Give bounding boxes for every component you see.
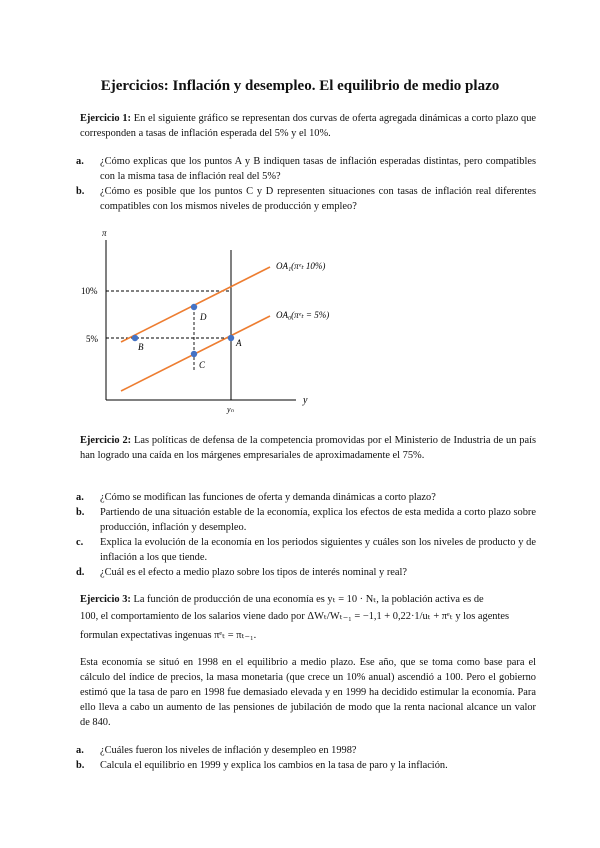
label-a: A bbox=[236, 338, 242, 348]
item-label: b. bbox=[76, 760, 85, 771]
item-label: a. bbox=[76, 492, 84, 503]
exercise-3-item-b bbox=[76, 758, 536, 773]
item-text: ¿Cuál es el efecto a medio plazo sobre los tipos de interés nominal y real? bbox=[100, 567, 407, 578]
point-a bbox=[228, 335, 234, 341]
point-b bbox=[132, 335, 138, 341]
point-c bbox=[191, 351, 197, 357]
item-label: c. bbox=[76, 537, 84, 548]
label-b: B bbox=[138, 342, 144, 352]
tick-5: 5% bbox=[86, 334, 98, 344]
exercise-3-line2: 100, el comportamiento de los salarios viene dado por ΔWₜ/Wₜ₋₁ = −1,1 + 0,22·1/uₜ + πᵉₜ y los agentes bbox=[80, 611, 510, 622]
exercise-2-label: Ejercicio 2: bbox=[80, 435, 132, 446]
exercise-2-item-a bbox=[76, 490, 536, 505]
page-title: Ejercicios: Inflación y desempleo. El equilibrio de medio plazo bbox=[100, 78, 500, 94]
exercise-3-line3: formulan expectativas ingenuas πᵉₜ = πₜ₋₁. bbox=[80, 630, 257, 641]
exercise-2-statement bbox=[80, 433, 536, 463]
label-d: D bbox=[200, 312, 207, 322]
exercise-3-label: Ejercicio 3: bbox=[80, 594, 131, 605]
exercise-2-item-b bbox=[76, 505, 536, 535]
item-text: ¿Cómo es posible que los puntos C y D representen situaciones con tasas de inflación real diferentes compatibles con los mismos niveles de producción y empleo? bbox=[100, 186, 536, 212]
exercise-3-item-a bbox=[76, 743, 536, 758]
curve-oa1-label: OA₁(πᵉₜ 10%) bbox=[276, 261, 326, 271]
item-text: ¿Cómo se modifican las funciones de oferta y demanda dinámicas a corto plazo? bbox=[100, 492, 436, 503]
x-axis-label: y bbox=[303, 395, 308, 406]
exercise-2-item-c bbox=[76, 535, 536, 565]
exercise-1-label: Ejercicio 1: bbox=[80, 113, 132, 124]
exercise-1-text: En el siguiente gráfico se representan dos curvas de oferta agregada dinámicas a corto plazo que corresponden a tasas de inflación esperada del 5% y el 10%. bbox=[80, 113, 536, 139]
item-label: d. bbox=[76, 567, 85, 578]
exercise-1-item-a bbox=[76, 154, 536, 184]
item-text: Calcula el equilibrio en 1999 y explica los cambios en la tasa de paro y la inflación. bbox=[100, 760, 448, 771]
item-text: Explica la evolución de la economía en los periodos siguientes y cuáles son los niveles de producto y de inflación a los que tiende. bbox=[100, 537, 536, 563]
item-label: a. bbox=[76, 156, 84, 167]
item-text: ¿Cómo explicas que los puntos A y B indiquen tasas de inflación esperadas distintas, pero compatibles con la misma tasa de inflación real del 5%? bbox=[100, 156, 536, 182]
item-label: a. bbox=[76, 745, 84, 756]
point-d bbox=[191, 304, 197, 310]
exercise-2-text: Las políticas de defensa de la competencia promovidas por el Ministerio de Industria de un país han logrado una caída en los márgenes empresariales de aproximadamente el 75%. bbox=[80, 435, 536, 461]
item-text: Partiendo de una situación estable de la economía, explica los efectos de esta medida a corto plazo sobre producción, inflación y desempleo. bbox=[100, 507, 536, 533]
aggregate-supply-graph bbox=[78, 222, 368, 422]
exercise-3-line1 bbox=[80, 592, 540, 607]
exercise-1-item-b bbox=[76, 184, 536, 214]
item-text: ¿Cuáles fueron los niveles de inflación y desempleo en 1998? bbox=[100, 745, 357, 756]
item-label: b. bbox=[76, 507, 85, 518]
curve-oa0-label: OA₀(πᵉₜ = 5%) bbox=[276, 310, 330, 320]
item-label: b. bbox=[76, 186, 85, 197]
x-tick-yn: yₙ bbox=[227, 405, 234, 414]
exercise-2-item-d bbox=[76, 565, 536, 580]
exercise-1-statement bbox=[80, 111, 536, 141]
exercise-3-paragraph: Esta economía se situó en 1998 en el equilibrio a medio plazo. Ese año, que se toma como base para el cálculo del índice de precios, la masa monetaria (que crece un 10% anual) ascendió a 100. Pero el gobierno estimó que la tasa de paro en 1998 fue demasiado elevada y en 1999 ha decidido estimular la economía. Para ello lleva a cabo un aumento de las pensiones de jubilación de modo que la renta nacional alcance un valor de 840. bbox=[80, 657, 536, 728]
exercise-3-line1-text: La función de producción de una economía es yₜ = 10 · Nₜ, la población activa es de bbox=[133, 594, 484, 605]
tick-10: 10% bbox=[81, 286, 98, 296]
label-c: C bbox=[199, 360, 206, 370]
y-axis-label: π bbox=[102, 228, 107, 238]
